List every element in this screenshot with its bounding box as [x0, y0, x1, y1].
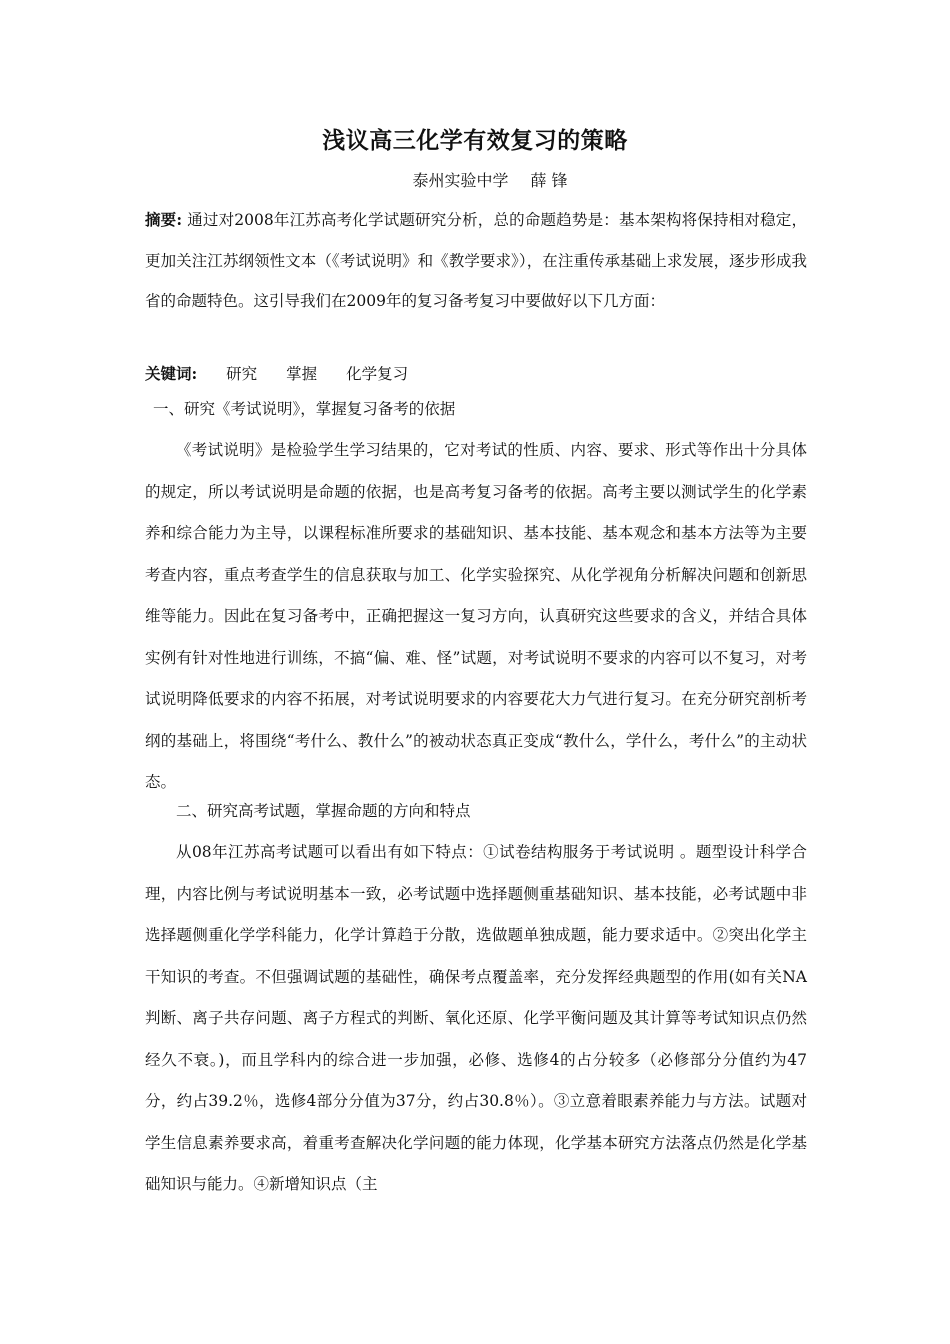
section-1-heading: 一、研究《考试说明》，掌握复习备考的依据	[153, 400, 456, 418]
section-2-body: 从08年江苏高考试题可以看出有如下特点：①试卷结构服务于考试说明 。题型设计科学合理，内容比例与考试说明基本一致，必考试题中选择题侧重基础知识、基本技能，必考试题中非选择题侧重化学学科能力，化学计算趋于分散，选做题单独成题，能力要求适中。②突出化学主干知识的考查。不但强调试题的基础性，确保考点覆盖率，充分发挥经典题型的作用(如有关NA判断、离子共存问题、离子方程式的判断、氧化还原、化学平衡问题及其计算等考试知识点仍然经久不衰。)，而且学科内的综合进一步加强，必修、选修4的占分较多（必修部分分值约为47分，约占39.2％，选修4部分分值为37分，约占30.8％）。③立意着眼素养能力与方法。试题对学生信息素养要求高，着重考查解决化学问题的能力体现，化学基本研究方法落点仍然是化学基础知识与能力。④新增知识点（主	[145, 843, 807, 1193]
keyword-item: 研究	[226, 365, 258, 383]
section-2-heading: 二、研究高考试题，掌握命题的方向和特点	[176, 802, 471, 820]
keyword-item: 掌握	[286, 365, 318, 383]
abstract-label: 摘要:	[145, 210, 183, 229]
abstract-paragraph	[145, 200, 807, 322]
author-name: 薛 锋	[530, 171, 568, 190]
abstract-text: 通过对2008年江苏高考化学试题研究分析，总的命题趋势是：基本架构将保持相对稳定，更加关注江苏纲领性文本（《考试说明》和《教学要求》），在注重传承基础上求发展，逐步形成我省的命题特色。这引导我们在2009年的复习备考复习中要做好以下几方面：	[145, 211, 807, 310]
section-1-body: 《考试说明》是检验学生学习结果的，它对考试的性质、内容、要求、形式等作出十分具体的规定，所以考试说明是命题的依据，也是高考复习备考的依据。高考主要以测试学生的化学素养和综合能力为主导，以课程标准所要求的基础知识、基本技能、基本观念和基本方法等为主要考查内容，重点考查学生的信息获取与加工、化学实验探究、从化学视角分析解决问题和创新思维等能力。因此在复习备考中，正确把握这一复习方向，认真研究这些要求的含义，并结合具体实例有针对性地进行训练，不搞“偏、难、怪”试题，对考试说明不要求的内容可以不复习，对考试说明降低要求的内容不拓展，对考试说明要求的内容要花大力气进行复习。在充分研究剖析考纲的基础上，将围绕“考什么、教什么”的被动状态真正变成“教什么，学什么，考什么”的主动状态。	[145, 441, 807, 791]
keywords-line	[145, 362, 807, 386]
document-title: 浅议高三化学有效复习的策略	[322, 127, 628, 154]
author-line	[0, 168, 950, 191]
keywords-label: 关键词:	[145, 364, 198, 383]
school-name: 泰州实验中学	[412, 171, 509, 190]
keyword-item: 化学复习	[346, 365, 409, 383]
